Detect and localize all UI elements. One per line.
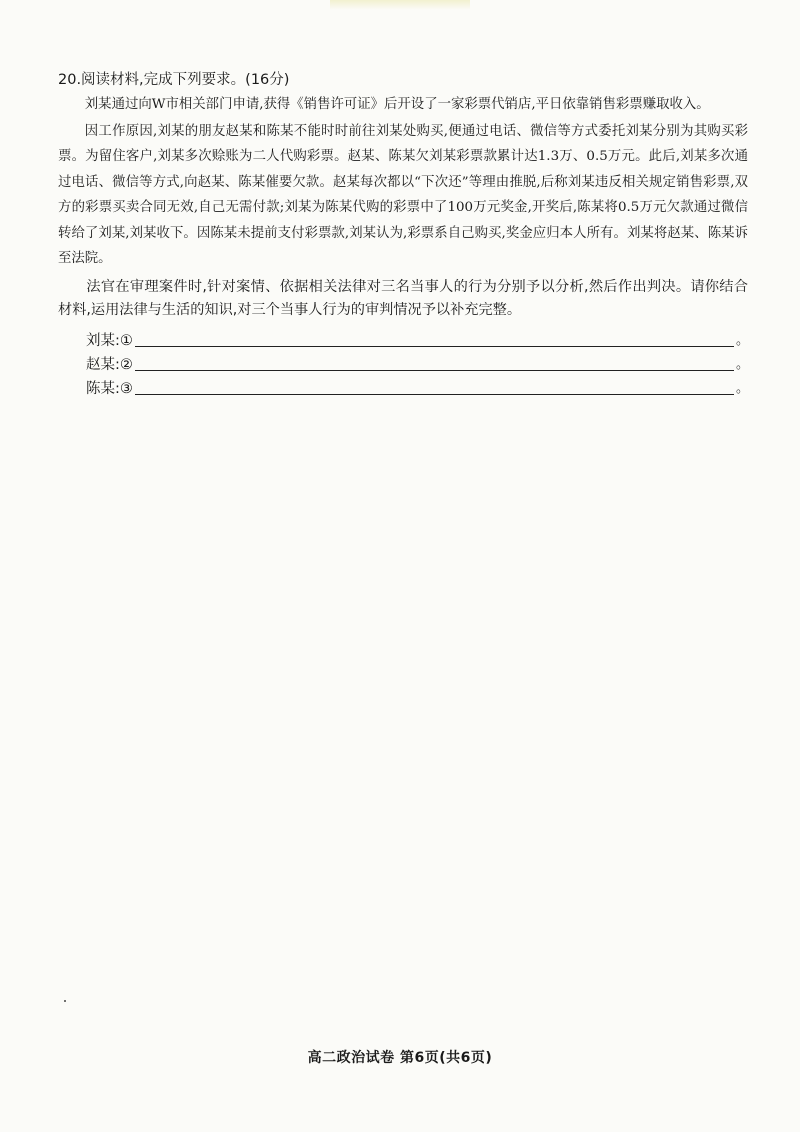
answer-end-zhao: 。 [736,356,750,372]
answer-row-zhao [58,352,748,376]
answer-row-chen [58,376,748,400]
task-paragraph: 法官在审理案件时,针对案情、依据相关法律对三名当事人的行为分别予以分析,然后作出判决。请你结合材料,运用法律与生活的知识,对三个当事人行为的审判情况予以补充完整。 [58,278,748,318]
answer-end-liu: 。 [736,332,750,348]
answer-label-zhao: 赵某:② [86,356,133,373]
answer-label-liu: 刘某:① [86,332,133,349]
scan-top-mark [330,0,470,10]
answer-blanks [58,328,748,400]
answer-end-chen: 。 [736,380,750,396]
material-paragraph-2: 因工作原因,刘某的朋友赵某和陈某不能时时前往刘某处购买,便通过电话、微信等方式委托刘某分别为其购买彩票。为留住客户,刘某多次赊账为二人代购彩票。赵某、陈某欠刘某彩票款累计达1.3万、0.5万元。此后,刘某多次通过电话、微信等方式,向赵某、陈某催要欠款。赵某每次都以“下次还”等理由推脱,后称刘某违反相关规定销售彩票,双方的彩票买卖合同无效,自己无需付款;刘某为陈某代购的彩票中了100万元奖金,开奖后,陈某将0.5万元欠款通过微信转给了刘某,刘某收下。因陈某未提前支付彩票款,刘某认为,彩票系自己购买,奖金应归本人所有。刘某将赵某、陈某诉至法院。 [58,123,748,266]
answer-line-zhao[interactable] [135,369,734,371]
question-20 [58,68,748,400]
material-paragraph-1: 刘某通过向W市相关部门申请,获得《销售许可证》后开设了一家彩票代销店,平日依靠销售彩票赚取收入。 [84,97,710,112]
question-title: 20.阅读材料,完成下列要求。(16分) [58,72,290,88]
answer-label-chen: 陈某:③ [86,380,133,397]
scan-speck [64,1000,66,1002]
answer-line-liu[interactable] [135,345,734,347]
answer-row-liu [58,328,748,352]
page-footer: 高二政治试卷 第6页(共6页) [307,1050,493,1066]
answer-line-chen[interactable] [135,393,734,395]
